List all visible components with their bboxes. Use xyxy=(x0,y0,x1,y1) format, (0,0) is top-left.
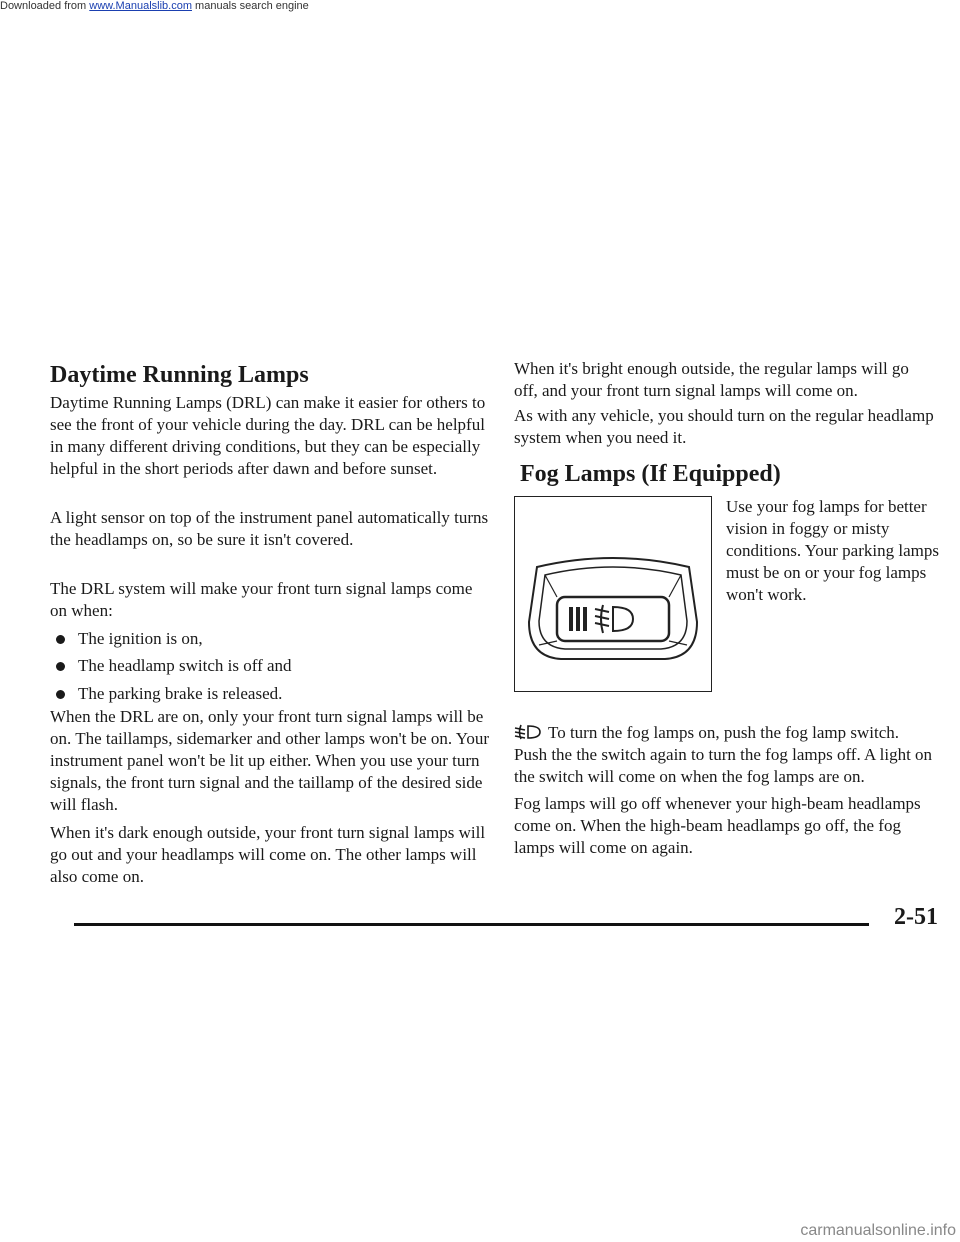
drl-on-paragraph: When the DRL are on, only your front turn signal lamps will be on. The taillamps, sidemarker and other lamps won't be on. Your instrument panel won't be lit up either. When you use your turn signals, the front turn signal and the taillamp of the desired side will flash. xyxy=(50,707,490,814)
fog-lamp-operation-paragraph xyxy=(514,722,934,788)
fog-lamp-switch-icon xyxy=(515,497,711,691)
fog-lamp-switch-illustration xyxy=(514,496,712,692)
drl-heading: Daytime Running Lamps xyxy=(50,362,309,388)
watermark-prefix: Downloaded from xyxy=(0,0,87,12)
regular-headlamp-paragraph: As with any vehicle, you should turn on the regular headlamp system when you need it. xyxy=(514,406,934,447)
download-watermark xyxy=(0,0,309,12)
drl-conditions-paragraph: The DRL system will make your front turn signal lamps come on when: xyxy=(50,579,473,620)
footer-rule xyxy=(74,923,869,926)
fog-lamp-symbol-icon xyxy=(514,724,542,740)
manualslib-link[interactable]: www.Manualslib.com xyxy=(89,0,192,12)
light-sensor-paragraph: A light sensor on top of the instrument panel automatically turns the headlamps on, so be sure it isn't covered. xyxy=(50,508,489,549)
high-beam-paragraph: Fog lamps will go off whenever your high-beam headlamps come on. When the high-beam headlamps go off, the fog lamps will come on again. xyxy=(514,794,921,857)
fog-lamps-heading: Fog Lamps (If Equipped) xyxy=(520,461,781,487)
bullet-dot xyxy=(56,690,65,699)
page-number: 2-51 xyxy=(894,904,938,930)
site-watermark: carmanualsonline.info xyxy=(800,1222,956,1239)
dark-outside-paragraph: When it's dark enough outside, your front turn signal lamps will go out and your headlamps will come on. The other lamps will also come on. xyxy=(50,823,486,886)
drl-intro-paragraph: Daytime Running Lamps (DRL) can make it easier for others to see the front of your vehicle during the day. DRL can be helpful in many different driving conditions, but they can be especially helpful in the short periods after dawn and before sunset. xyxy=(50,393,486,478)
fog-lamp-usage-text: Use your fog lamps for better vision in foggy or misty conditions. Your parking lamps must be on or your fog lamps won't work. xyxy=(726,497,939,604)
fog-lamp-operation-text: To turn the fog lamps on, push the fog lamp switch. Push the the switch again to turn the fog lamps off. A light on the switch will come on when the fog lamps are on. xyxy=(514,723,933,786)
bullet-dot xyxy=(56,662,65,671)
watermark-suffix: manuals search engine xyxy=(195,0,309,12)
bullet-dot xyxy=(56,635,65,644)
bright-outside-paragraph: When it's bright enough outside, the regular lamps will go off, and your front turn signal lamps will come on. xyxy=(514,359,909,400)
